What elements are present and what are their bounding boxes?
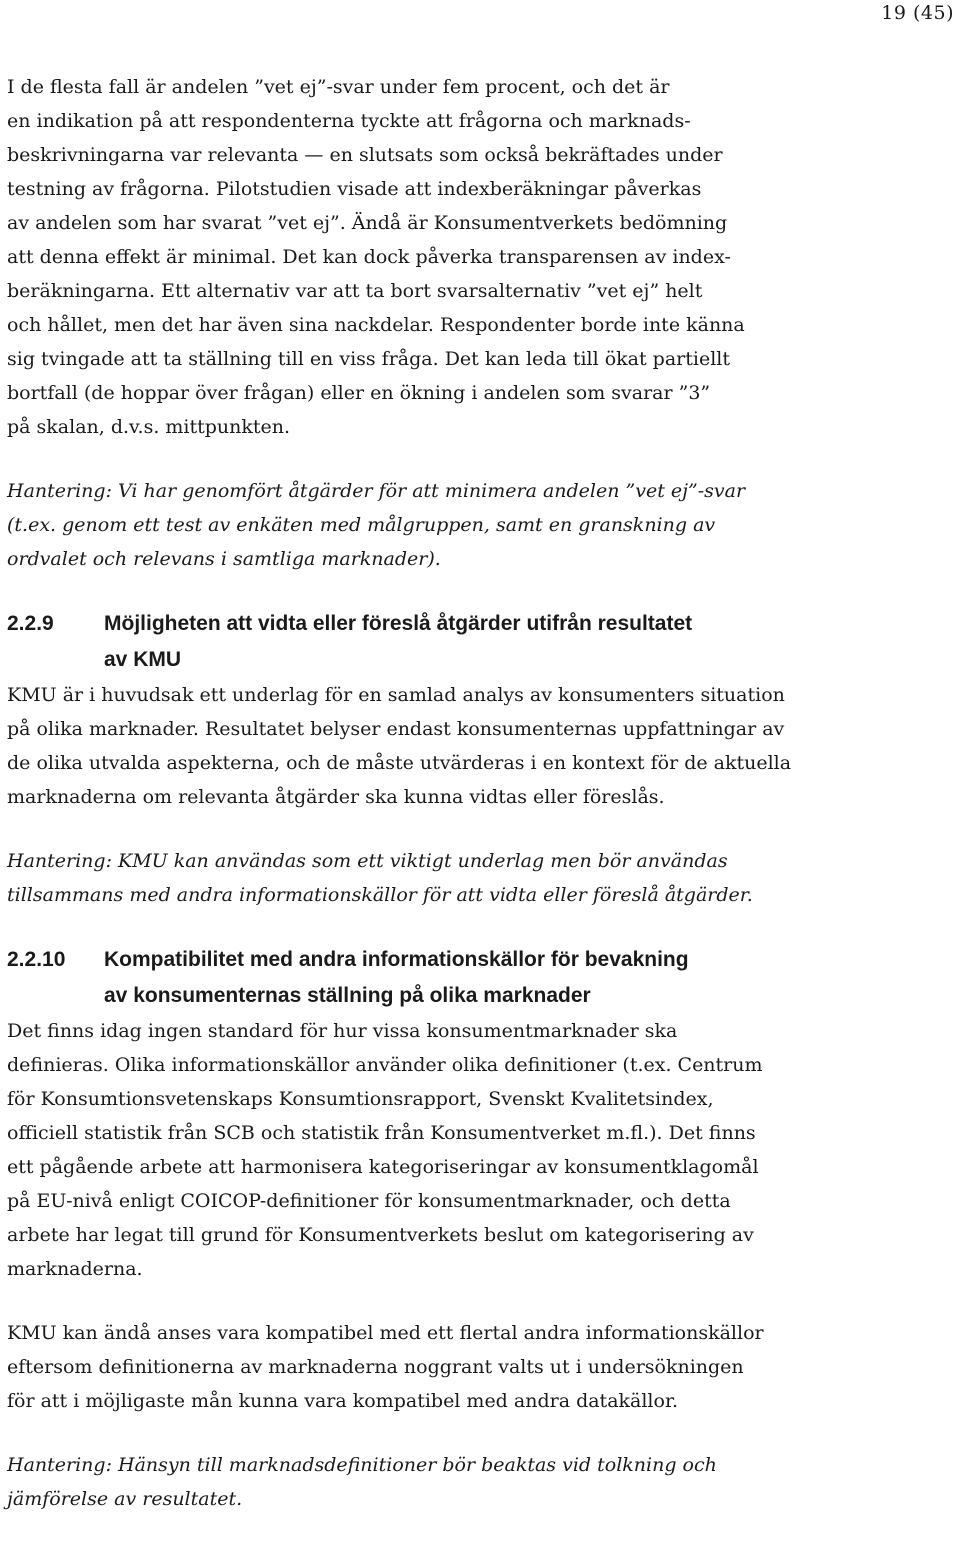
text-line: ett pågående arbete att harmonisera kategoriseringar av konsumentklagomål [7, 1156, 759, 1178]
text-line: jämförelse av resultatet. [7, 1488, 243, 1510]
text-line: och hållet, men det har även sina nackdelar. Respondenter borde inte känna [7, 314, 745, 336]
text-line: ordvalet och relevans i samtliga marknader). [7, 548, 441, 570]
section-number: 2.2.9 [7, 612, 54, 635]
text-line: definieras. Olika informationskällor använder olika definitioner (t.ex. Centrum [7, 1054, 763, 1076]
text-line: för Konsumtionsvetenskaps Konsumtionsrapport, Svenskt Kvalitetsindex, [7, 1088, 714, 1110]
text-line: beräkningarna. Ett alternativ var att ta bort svarsalternativ ”vet ej” helt [7, 280, 703, 302]
section-number: 2.2.10 [7, 948, 66, 971]
text-line: arbete har legat till grund för Konsumentverkets beslut om kategorisering av [7, 1224, 754, 1246]
paragraph-vet-ej [7, 70, 957, 444]
text-line: bortfall (de hoppar över frågan) eller en ökning i andelen som svarar ”3” [7, 382, 711, 404]
text-line: eftersom definitionerna av marknaderna noggrant valts ut i undersökningen [7, 1356, 744, 1378]
text-line: I de flesta fall är andelen ”vet ej”-svar under fem procent, och det är [7, 76, 670, 98]
section-heading-2-2-10 [7, 942, 957, 1014]
text-line: Hantering: Vi har genomfört åtgärder för att minimera andelen ”vet ej”-svar [7, 480, 746, 502]
text-line: officiell statistik från SCB och statistik från Konsumentverket m.fl.). Det finns [7, 1122, 756, 1144]
text-line: testning av frågorna. Pilotstudien visade att indexberäkningar påverkas [7, 178, 702, 200]
text-line: sig tvingade att ta ställning till en viss fråga. Det kan leda till ökat partiellt [7, 348, 730, 370]
handling-note-1 [7, 474, 957, 576]
text-line: KMU är i huvudsak ett underlag för en samlad analys av konsumenters situation [7, 684, 785, 706]
text-line: på olika marknader. Resultatet belyser endast konsumenternas uppfattningar av [7, 718, 785, 740]
paragraph-standards [7, 1014, 957, 1286]
page-number: 19 (45) [881, 2, 954, 24]
section-heading-2-2-9 [7, 606, 957, 678]
text-line: på EU-nivå enligt COICOP-definitioner för konsumentmarknader, och detta [7, 1190, 731, 1212]
section-title-line: Möjligheten att vidta eller föreslå åtgärder utifrån resultatet [104, 612, 693, 635]
paragraph-kmu-analysis [7, 678, 957, 814]
text-line: marknaderna om relevanta åtgärder ska kunna vidtas eller föreslås. [7, 786, 665, 808]
handling-note-3 [7, 1448, 957, 1516]
text-line: beskrivningarna var relevanta — en slutsats som också bekräftades under [7, 144, 723, 166]
handling-note-2 [7, 844, 957, 912]
text-line: för att i möjligaste mån kunna vara kompatibel med andra datakällor. [7, 1390, 678, 1412]
section-title-line: Kompatibilitet med andra informationskällor för bevakning [104, 948, 689, 971]
text-line: (t.ex. genom ett test av enkäten med målgruppen, samt en granskning av [7, 514, 716, 536]
text-line: tillsammans med andra informationskällor för att vidta eller föreslå åtgärder. [7, 884, 753, 906]
text-line: av andelen som har svarat ”vet ej”. Ändå är Konsumentverkets bedömning [7, 212, 728, 234]
text-line: Hantering: KMU kan användas som ett viktigt underlag men bör användas [7, 850, 728, 872]
section-title-line: av konsumenternas ställning på olika marknader [104, 984, 591, 1007]
text-line: Det finns idag ingen standard för hur vissa konsumentmarknader ska [7, 1020, 678, 1042]
text-line: en indikation på att respondenterna tyckte att frågorna och marknads- [7, 110, 691, 132]
section-title [104, 942, 689, 1014]
text-line: att denna effekt är minimal. Det kan dock påverka transparensen av index- [7, 246, 731, 268]
section-title-line: av KMU [104, 648, 182, 671]
text-line: de olika utvalda aspekterna, och de måste utvärderas i en kontext för de aktuella [7, 752, 792, 774]
document-body [7, 70, 957, 1516]
text-line: på skalan, d.v.s. mittpunkten. [7, 416, 291, 438]
paragraph-compatibility [7, 1316, 957, 1418]
text-line: KMU kan ändå anses vara kompatibel med ett flertal andra informationskällor [7, 1322, 764, 1344]
text-line: marknaderna. [7, 1258, 143, 1280]
section-title [104, 606, 692, 678]
text-line: Hantering: Hänsyn till marknadsdefinitioner bör beaktas vid tolkning och [7, 1454, 717, 1476]
